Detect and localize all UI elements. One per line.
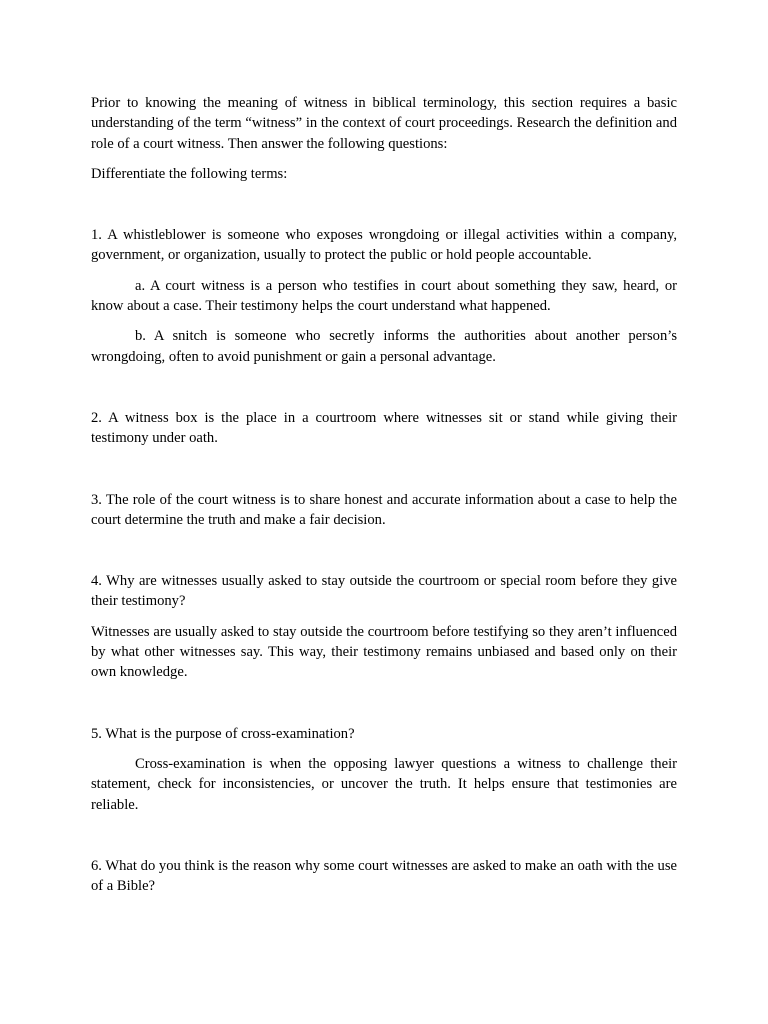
item-1b: b. A snitch is someone who secretly informs the authorities about another person’s wrongdoing, often to avoid punishment or gain a personal advantage.	[91, 328, 677, 365]
item-1: 1. A whistleblower is someone who exposes wrongdoing or illegal activities within a company, government, or organization, usually to protect the public or hold people accountable.	[91, 227, 677, 264]
item-4-answer: Witnesses are usually asked to stay outside the courtroom before testifying so they aren’t influenced by what other witnesses say. This way, their testimony remains unbiased and based only on their own knowledge.	[91, 623, 677, 681]
item-1a: a. A court witness is a person who testifies in court about something they saw, heard, or know about a case. Their testimony helps the court understand what happened.	[91, 277, 677, 315]
item-3: 3. The role of the court witness is to share honest and accurate information about a case to help the court determine the truth and make a fair decision.	[91, 491, 677, 528]
item-5-question: 5. What is the purpose of cross-examination?	[91, 725, 355, 742]
document-body	[91, 93, 677, 896]
item-4-question: 4. Why are witnesses usually asked to stay outside the courtroom or special room before they give their testimony?	[91, 573, 677, 610]
instruction-paragraph: Differentiate the following terms:	[91, 165, 288, 182]
intro-paragraph: Prior to knowing the meaning of witness in biblical terminology, this section requires a basic understanding of the term “witness” in the context of court proceedings. Research the definition and role of a court witness. Then answer the following questions:	[91, 95, 677, 152]
item-2: 2. A witness box is the place in a courtroom where witnesses sit or stand while giving their testimony under oath.	[91, 409, 677, 447]
item-6-question: 6. What do you think is the reason why some court witnesses are asked to make an oath with the use of a Bible?	[91, 857, 677, 895]
item-5-answer: Cross-examination is when the opposing lawyer questions a witness to challenge their statement, check for inconsistencies, or uncover the truth. It helps ensure that testimonies are reliable.	[91, 755, 677, 813]
